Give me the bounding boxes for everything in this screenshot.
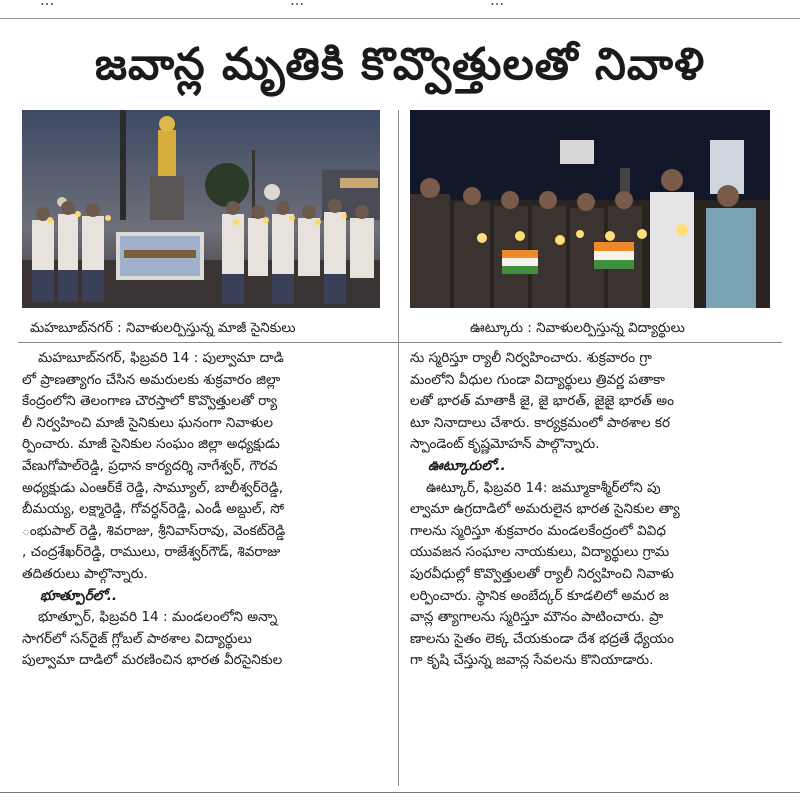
body-line: లీ నిర్వహించి మాజీ సైనికులు ఘనంగా నివాళుల (22, 414, 273, 431)
caption-rule (18, 342, 782, 343)
previous-article-strip (0, 0, 800, 19)
subheading-bhoothpur: భూత్పూర్‌లో.. (40, 587, 118, 604)
body-line: సాగర్‌లో సన్‌రైజ్ గ్లోబల్ పాఠశాల విద్యార్థులు (22, 630, 252, 647)
strip-fragment: ... (490, 0, 505, 9)
photo-caption-right: ఊట్కూరు : నివాళులర్పిస్తున్న విద్యార్థులు (470, 320, 685, 336)
body-line: ంభుపాల్ రెడ్డి, శివరాజు, శ్రీనివాస్‌రావు, వెంకట్‌రెడ్డి (22, 522, 286, 539)
body-line: మహబూబ్‌నగర్, ఫిబ్రవరి 14 : పుల్వామా దాడి (38, 350, 284, 366)
strip-fragment: ... (40, 0, 55, 9)
body-line: గా కృషి చేస్తున్న జవాన్ల సేవలను కొనియాడారు. (410, 652, 654, 669)
body-line: వేణుగోపాల్‌రెడ్డి, ప్రధాన కార్యదర్శి నాగేశ్వర్, గౌరవ (22, 457, 278, 474)
body-line: పురవీధుల్లో కొవ్వొత్తులతో ర్యాలీ నిర్వహించి నివాళు (410, 565, 674, 582)
body-line: బీమయ్య, లక్ష్మారెడ్డి, గోవర్ధన్‌రెడ్డి, ఎండీ అబ్దుల్, సో (22, 501, 285, 518)
body-line: భూత్పూర్, ఫిబ్రవరి 14 : మండలంలోని అన్నా (38, 609, 278, 626)
body-line: యువజన సంఘాల నాయకులు, విద్యార్థులు గ్రామ (410, 544, 670, 561)
body-line: ర్పించారు. మాజీ సైనికుల సంఘం జిల్లా అధ్యక్షుడు (22, 436, 280, 453)
body-line: మంలోని వీధుల గుండా విద్యార్థులు త్రివర్ణ పతాకా (410, 371, 665, 388)
body-line: స్పాండెంట్ కృష్ణమోహన్ పాల్గొన్నారు. (410, 436, 600, 453)
column-divider (398, 110, 399, 786)
subheading-utkur: ఊట్కూరులో.. (428, 457, 506, 474)
body-line: , చంద్రశేఖర్‌రెడ్డి, రాములు, రాజేశ్వర్‌గౌడ్, శివరాజు (22, 544, 281, 561)
photo-caption-left: మహబూబ్‌నగర్ : నివాళులర్పిస్తున్న మాజీ సైనికులు (30, 320, 296, 336)
body-line: ల్వామా ఉగ్రదాడిలో అమరులైన భారత సైనికుల త్యా (410, 501, 680, 518)
photo-students (410, 110, 770, 308)
left-column (22, 348, 377, 672)
body-line: లర్పించారు. స్థానిక అంబేద్కర్ కూడలిలో అమర జ (410, 587, 669, 604)
right-column (410, 348, 765, 672)
body-line: లతో భారత్ మాతాకీ జై, జై భారత్, జైజై భారత్ అం (410, 393, 675, 410)
body-line: ణాలను సైతం లెక్క చేయకుండా దేశ భద్రతే ధ్యేయం (410, 630, 674, 647)
body-line: ను స్మరిస్తూ ర్యాలీ నిర్వహించారు. శుక్రవారం గ్రా (410, 350, 652, 366)
body-line: వాన్ల త్యాగాలను స్మరిస్తూ మౌనం పాటించారు. ప్రా (410, 609, 664, 626)
body-line: ఊట్కూర్, ఫిబ్రవరి 14: జమ్మూకాశ్మీర్‌లోని పు (426, 479, 661, 496)
photo-ex-servicemen (22, 110, 380, 308)
bottom-rule (0, 792, 800, 793)
headline: జవాన్ల మృతికి కొవ్వొత్తులతో నివాళి (94, 39, 706, 90)
body-line: తదితరులు పాల్గొన్నారు. (22, 565, 148, 582)
strip-fragment: ... (290, 0, 305, 9)
body-line: టూ నినాదాలు చేశారు. కార్యక్రమంలో పాఠశాల కర (410, 414, 671, 431)
body-line: అధ్యక్షుడు ఎంఆర్‌కే రెడ్డి, సామ్యూల్, బాలీశ్వర్‌రెడ్డి, (22, 479, 284, 496)
body-line: గాలను స్మరిస్తూ శుక్రవారం మండలకేంద్రంలో వివిధ (410, 522, 666, 539)
body-line: పుల్వామా దాడిలో మరణించిన భారత వీరసైనికుల (22, 652, 283, 669)
body-line: లో ప్రాణత్యాగం చేసిన అమరులకు శుక్రవారం జిల్లా (22, 371, 281, 388)
body-line: కేంద్రంలోని తెలంగాణ చౌరస్తాలో కొవ్వొత్తులతో ర్యా (22, 393, 278, 410)
